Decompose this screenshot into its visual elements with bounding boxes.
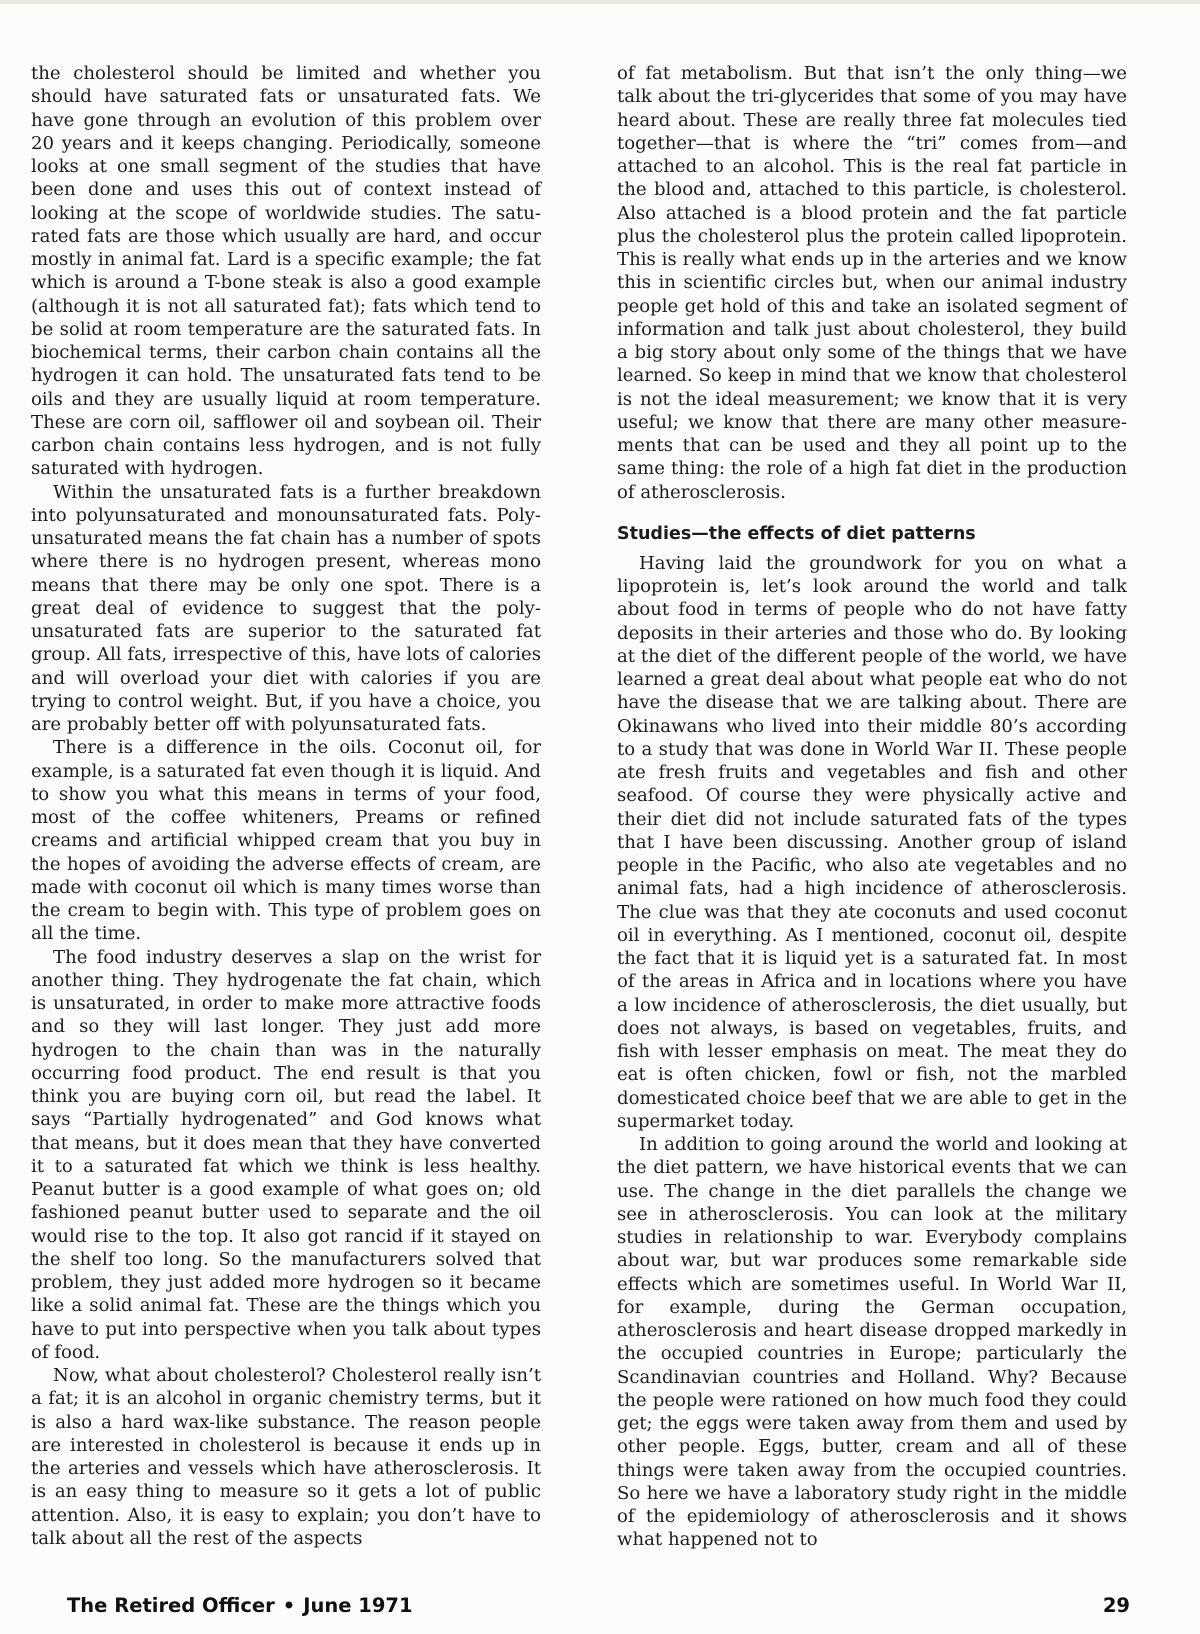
section-heading: Studies—the effects of diet patterns: [617, 523, 976, 544]
body-paragraph: Now, what about cholesterol? Cholesterol really isn’t a fat; it is an alcohol in organic chemistry terms, but it is also a hard wax-like substance. The reason people are interested in cholesterol is because it ends up in the arteries and vessels which have atherosclerosis. It is an easy thing to measure so it gets a lot of public attention. Also, it is easy to explain; you don’t have to talk about all the rest of the aspects: [31, 1365, 541, 1549]
page-footer: [67, 1594, 1130, 1622]
page-number: 29: [1102, 1594, 1130, 1617]
body-paragraph: of fat metabolism. But that isn’t the only thing—we talk about the tri-glycerides that some of you may have heard about. These are really three fat molecules tied together—that is where the “tri” comes from—and attached to an alcohol. This is the real fat particle in the blood and, attached to this particle, is cholesterol. Also attached is a blood protein and the fat particle plus the cholesterol plus the protein called lipoprotein. This is really what ends up in the arteries and we know this in scientific circles but, when our animal industry people get hold of this and take an isolated segment of information and talk just about cholesterol, they build a big story about only some of the things that we have learned. So keep in mind that we know that cholesterol is not the ideal measurement; we know that it is very useful; we know that there are many other measurements that can be used and they all point up to the same thing: the role of a high fat diet in the production of atherosclerosis.: [617, 63, 1127, 503]
publication-name: The Retired Officer: [67, 1594, 275, 1617]
bullet-separator: •: [282, 1594, 296, 1617]
page-top-edge: [0, 0, 1200, 4]
right-column: [617, 62, 1127, 1552]
body-paragraph: The food industry deserves a slap on the wrist for another thing. They hydrogenate the fat chain, which is unsaturated, in order to make more attractive foods and so they will last longer. They just add more hydrogen to the chain than was in the naturally occurring food product. The end result is that you think you are buying corn oil, but read the label. It says “Partially hydrogenated” and God knows what that means, but it does mean that they have converted it to a saturated fat which we think is less healthy. Peanut butter is a good example of what goes on; old fashioned peanut butter used to separate and the oil would rise to the top. It also got rancid if it stayed on the shelf too long. So the manufacturers solved that problem, they just added more hydrogen so it became like a solid animal fat. These are the things which you have to put into perspective when you talk about types of food.: [31, 946, 541, 1363]
body-paragraph: There is a difference in the oils. Coconut oil, for example, is a saturated fat even though it is liquid. And to show you what this means in terms of your food, most of the coffee whiteners, Preams or refined creams and artificial whipped cream that you buy in the hopes of avoiding the adverse effects of cream, are made with coconut oil which is many times worse than the cream to begin with. This type of problem goes on all the time.: [31, 737, 541, 945]
body-paragraph: the cholesterol should be limited and whether you should have saturated fats or unsaturated fats. We have gone through an evolution of this problem over 20 years and it keeps changing. Periodically, someone looks at one small segment of the studies that have been done and uses this out of context instead of looking at the scope of worldwide studies. The saturated fats are those which usually are hard, and occur mostly in animal fat. Lard is a specific example; the fat which is around a T-bone steak is also a good example (although it is not all saturated fat); fats which tend to be solid at room temperature are the saturated fats. In biochemical terms, their carbon chain contains all the hydrogen it can hold. The unsaturated fats tend to be oils and they are usually liquid at room temperature. These are corn oil, safflower oil and soybean oil. Their carbon chain contains less hydrogen, and is not fully saturated with hydrogen.: [31, 63, 541, 480]
body-paragraph: Within the unsaturated fats is a further breakdown into polyunsaturated and monounsaturated fats. Polyunsaturated means the fat chain has a number of spots where there is no hydrogen present, whereas mono means that there may be only one spot. There is a great deal of evidence to suggest that the polyunsaturated fats are superior to the saturated fat group. All fats, irrespective of this, have lots of calories and will overload your diet with calories if you are trying to control weight. But, if you have a choice, you are probably better off with polyunsaturated fats.: [31, 481, 541, 735]
left-column: [31, 62, 541, 1550]
body-paragraph: Having laid the groundwork for you on what a lipoprotein is, let’s look around the world and talk about food in terms of people who do not have fatty deposits in their arteries and those who do. By looking at the diet of the different people of the world, we have learned a great deal about what people eat who do not have the disease that we are talking about. There are Okinawans who lived into their middle 80’s according to a study that was done in World War II. These people ate fresh fruits and vegetables and fish and other seafood. Of course they were physically active and their diet did not include saturated fats of the types that I have been discussing. Another group of island people in the Pacific, who also ate vegetables and no animal fats, had a high incidence of atherosclerosis. The clue was that they ate coconuts and used coconut oil in everything. As I mentioned, coconut oil, despite the fact that it is liquid yet is a saturated fat. In most of the areas in Africa and in locations where you have a low incidence of atherosclerosis, the diet usually, but does not always, is based on vegetables, fruits, and fish with lesser emphasis on meat. The meat they do eat is often chicken, fowl or fish, not the marbled domesticated choice beef that we are able to get in the supermarket today.: [617, 552, 1127, 1132]
footer-publication-line: [67, 1594, 413, 1617]
body-paragraph: In addition to going around the world and looking at the diet pattern, we have historical events that we can use. The change in the diet parallels the change we see in atherosclerosis. You can look at the military studies in relationship to war. Everybody complains about war, but war produces some remarkable side effects which are sometimes useful. In World War II, for example, during the German occupation, atherosclerosis and heart disease dropped markedly in the occupied countries in Europe; particularly the Scandinavian countries and Holland. Why? Because the people were rationed on how much food they could get; the eggs were taken away from them and used by other people. Eggs, butter, cream and all of these things were taken away from the occupied countries. So here we have a laboratory study right in the middle of the epidemiology of atherosclerosis and it shows what happened not to: [617, 1134, 1127, 1551]
issue-date: June 1971: [303, 1594, 413, 1617]
